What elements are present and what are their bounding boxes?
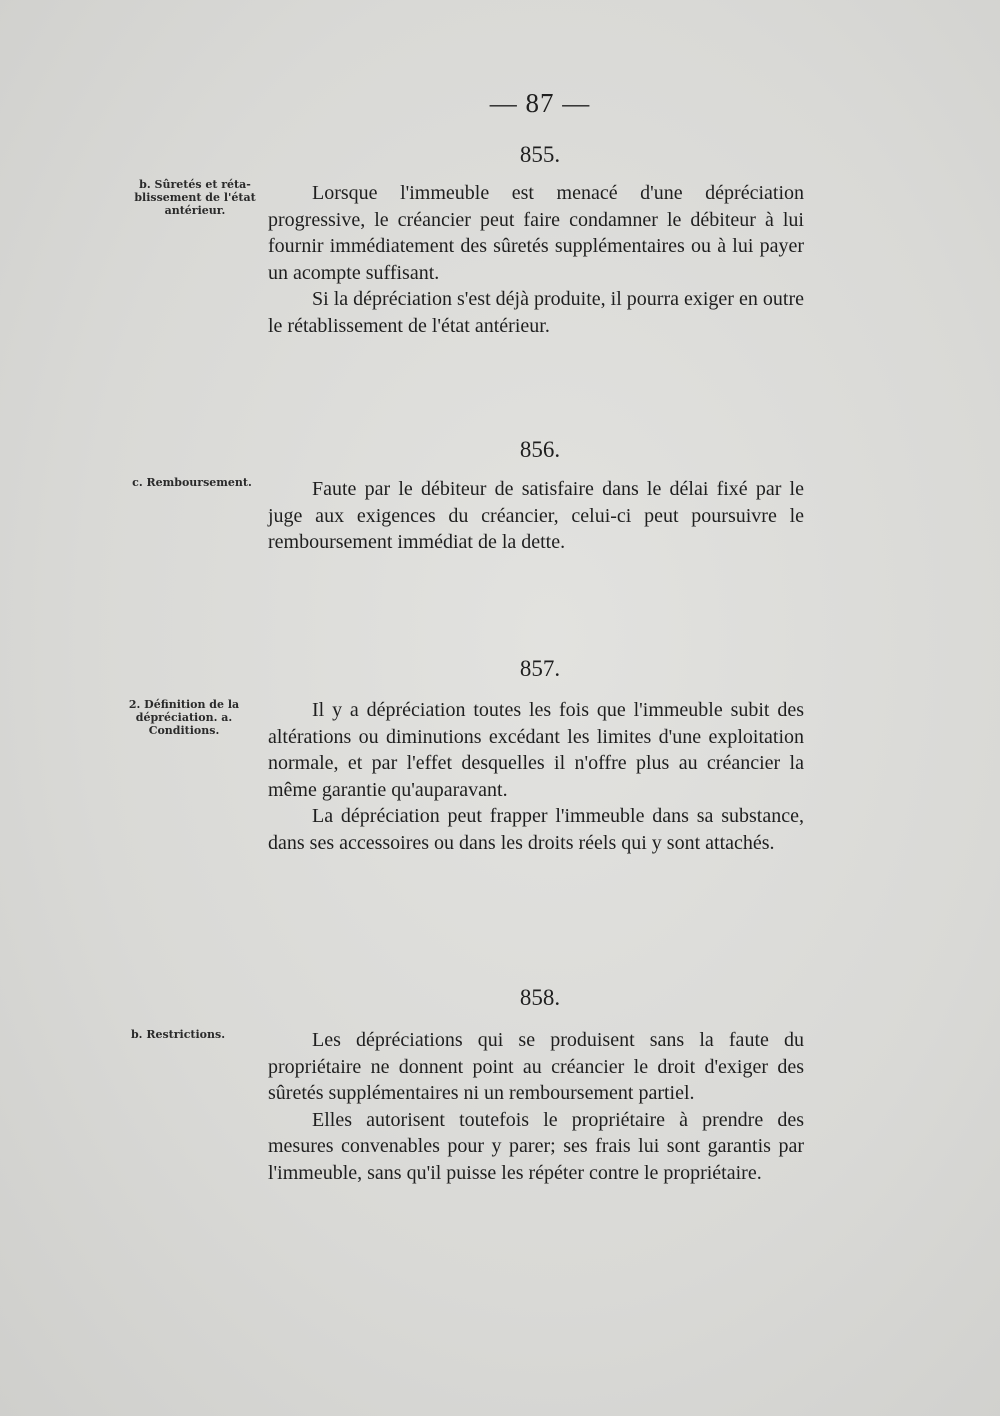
paragraph: Les dépréciations qui se produisent sans la faute du propriétaire ne donnent point au créancier le droit d'exiger des sûretés supplémentaires ni un remboursement partiel. bbox=[268, 1029, 804, 1104]
page-number: — 87 — bbox=[489, 88, 591, 118]
article-body-855 bbox=[268, 180, 804, 339]
article-number-857: 857. bbox=[519, 656, 561, 681]
paragraph: Faute par le débiteur de satisfaire dans le délai fixé par le juge aux exigences du créancier, celui-ci peut poursuivre le remboursement immédiat de la dette. bbox=[268, 478, 804, 553]
margin-note-858: b. Restrictions. bbox=[130, 1028, 226, 1041]
margin-note-856: c. Remboursement. bbox=[132, 476, 252, 489]
article-number-855: 855. bbox=[519, 142, 561, 167]
margin-note-857: 2. Définition de la dépréciation. a. Conditions. bbox=[128, 698, 240, 737]
paragraph: Il y a dépréciation toutes les fois que l'immeuble subit des altérations ou diminutions excédant les limites d'une exploitation normale, et par l'effet desquelles il n'offre plus au créancier la même garantie qu'auparavant. bbox=[268, 699, 804, 801]
article-body-858 bbox=[268, 1027, 804, 1186]
margin-note-855: b. Sûretés et réta-blissement de l'état antérieur. bbox=[134, 178, 256, 217]
paragraph: Elles autorisent toutefois le propriétaire à prendre des mesures convenables pour y parer; ses frais lui sont garantis par l'immeuble, sans qu'il puisse les répéter contre le propriétaire. bbox=[268, 1108, 804, 1184]
article-number-858: 858. bbox=[519, 985, 561, 1010]
paragraph: Lorsque l'immeuble est menacé d'une dépréciation progressive, le créancier peut faire condamner le débiteur à lui fournir immédiatement des sûretés supplémentaires ou à lui payer un acompte suffisant. bbox=[268, 182, 804, 284]
article-body-857 bbox=[268, 697, 804, 856]
paragraph: Si la dépréciation s'est déjà produite, il pourra exiger en outre le rétablissement de l'état antérieur. bbox=[268, 288, 804, 337]
paragraph: La dépréciation peut frapper l'immeuble dans sa substance, dans ses accessoires ou dans les droits réels qui y sont attachés. bbox=[268, 805, 804, 854]
article-number-856: 856. bbox=[519, 437, 561, 462]
article-body-856 bbox=[268, 476, 804, 556]
